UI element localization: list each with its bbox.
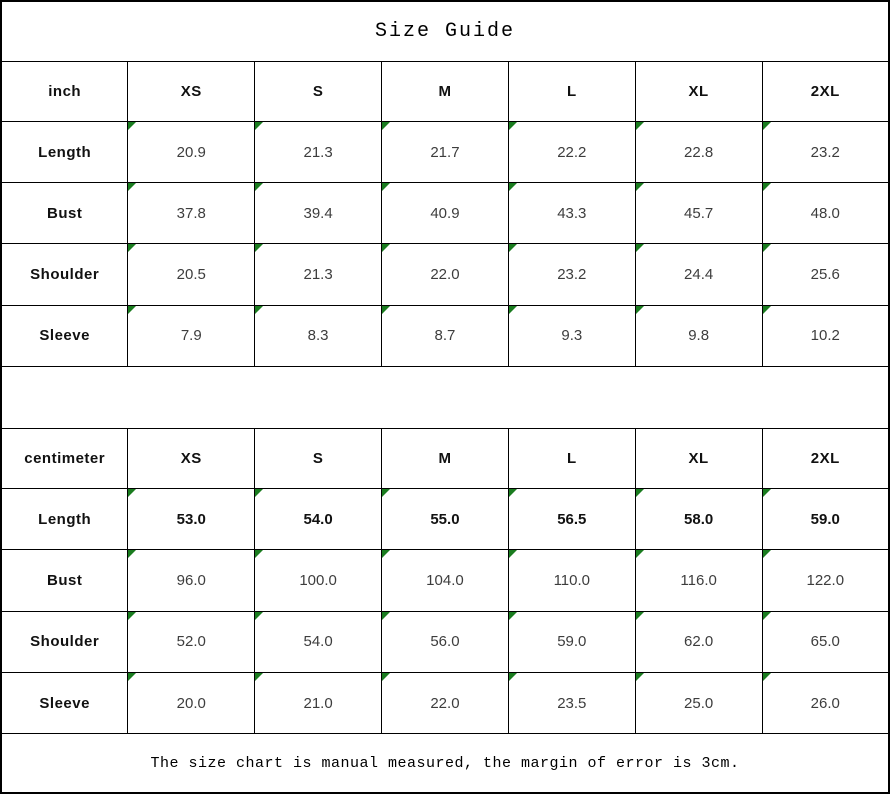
measurement-value-cell (635, 550, 762, 611)
corner-marker-icon (636, 122, 644, 130)
measurement-value-cell (762, 121, 889, 182)
measurement-value: 20.5 (176, 265, 206, 283)
size-column-header: XS (128, 61, 255, 121)
measurement-value-cell (128, 672, 255, 733)
title-row (1, 1, 889, 61)
measurement-value: 116.0 (680, 572, 717, 590)
corner-marker-icon (509, 489, 517, 497)
measurement-value-cell (635, 489, 762, 550)
corner-marker-icon (382, 673, 390, 681)
corner-marker-icon (636, 183, 644, 191)
measurement-value: 110.0 (553, 572, 591, 590)
size-column-header: S (255, 61, 382, 121)
table-row (1, 611, 889, 672)
table-row (1, 550, 889, 611)
measurement-value: 52.0 (176, 633, 206, 651)
measurement-value: 23.2 (810, 143, 840, 161)
page-title: Size Guide (1, 1, 889, 61)
corner-marker-icon (636, 612, 644, 620)
corner-marker-icon (636, 673, 644, 681)
measurement-value-cell (382, 611, 509, 672)
measurement-value-cell (255, 244, 382, 305)
measurement-value-cell (762, 183, 889, 244)
measurement-label: Bust (1, 183, 128, 244)
corner-marker-icon (509, 122, 517, 130)
measurement-value-cell (508, 305, 635, 366)
corner-marker-icon (128, 550, 136, 558)
table-row (1, 305, 889, 366)
corner-marker-icon (382, 489, 390, 497)
measurement-value: 54.0 (303, 510, 333, 528)
corner-marker-icon (128, 612, 136, 620)
corner-marker-icon (128, 122, 136, 130)
measurement-value-cell (382, 305, 509, 366)
measurement-label: Shoulder (1, 244, 128, 305)
size-column-header: XL (635, 61, 762, 121)
measurement-value-cell (255, 183, 382, 244)
table-row (1, 244, 889, 305)
corner-marker-icon (255, 244, 263, 252)
measurement-value-cell (635, 183, 762, 244)
table-row (1, 121, 889, 182)
corner-marker-icon (509, 673, 517, 681)
measurement-value: 22.0 (430, 265, 460, 283)
corner-marker-icon (509, 244, 517, 252)
measurement-value: 10.2 (810, 327, 840, 345)
measurement-label: Shoulder (1, 611, 128, 672)
measurement-value: 56.5 (557, 510, 587, 528)
measurement-value: 39.4 (303, 204, 333, 222)
size-column-header: L (508, 61, 635, 121)
measurement-value: 48.0 (810, 204, 840, 222)
measurement-value-cell (382, 550, 509, 611)
measurement-value-cell (762, 550, 889, 611)
corner-marker-icon (128, 489, 136, 497)
corner-marker-icon (255, 612, 263, 620)
measurement-value-cell (635, 611, 762, 672)
measurement-value-cell (128, 611, 255, 672)
unit-header-inch: inch (1, 61, 128, 121)
measurement-value: 21.0 (303, 694, 333, 712)
measurement-value: 43.3 (557, 204, 587, 222)
corner-marker-icon (763, 306, 771, 314)
table-row (1, 489, 889, 550)
measurement-value-cell (128, 244, 255, 305)
measurement-label: Length (1, 489, 128, 550)
measurement-value: 104.0 (426, 572, 464, 590)
corner-marker-icon (128, 183, 136, 191)
measurement-value: 37.8 (176, 204, 206, 222)
measurement-value: 20.9 (176, 143, 206, 161)
measurement-value: 21.7 (430, 143, 460, 161)
measurement-value-cell (128, 183, 255, 244)
corner-marker-icon (509, 612, 517, 620)
corner-marker-icon (382, 183, 390, 191)
unit-header-row-centimeter (1, 429, 889, 489)
size-column-header: L (508, 429, 635, 489)
measurement-value-cell (382, 489, 509, 550)
corner-marker-icon (382, 122, 390, 130)
measurement-value: 25.0 (684, 694, 714, 712)
measurement-value: 25.6 (810, 265, 840, 283)
corner-marker-icon (763, 612, 771, 620)
corner-marker-icon (382, 306, 390, 314)
corner-marker-icon (763, 673, 771, 681)
corner-marker-icon (763, 244, 771, 252)
corner-marker-icon (255, 306, 263, 314)
measurement-value: 23.5 (557, 694, 587, 712)
measurement-value-cell (508, 489, 635, 550)
measurement-value: 122.0 (806, 572, 845, 590)
footer-note: The size chart is manual measured, the margin of error is 3cm. (1, 734, 889, 793)
measurement-value: 8.7 (434, 327, 456, 345)
measurement-value: 24.4 (684, 265, 714, 283)
measurement-value: 58.0 (684, 510, 714, 528)
corner-marker-icon (509, 183, 517, 191)
measurement-value: 55.0 (430, 510, 460, 528)
measurement-value: 56.0 (430, 633, 460, 651)
measurement-value: 65.0 (810, 633, 840, 651)
measurement-value: 62.0 (684, 633, 714, 651)
size-column-header: XS (128, 429, 255, 489)
measurement-value: 54.0 (303, 633, 333, 651)
size-column-header: 2XL (762, 61, 889, 121)
corner-marker-icon (636, 489, 644, 497)
corner-marker-icon (763, 183, 771, 191)
measurement-value: 59.0 (810, 510, 840, 528)
measurement-value: 26.0 (810, 694, 840, 712)
measurement-value-cell (382, 672, 509, 733)
corner-marker-icon (509, 550, 517, 558)
corner-marker-icon (255, 489, 263, 497)
measurement-value-cell (382, 121, 509, 182)
measurement-value: 22.8 (684, 143, 714, 161)
measurement-value-cell (762, 611, 889, 672)
measurement-value: 40.9 (430, 204, 460, 222)
measurement-value-cell (128, 305, 255, 366)
measurement-value-cell (128, 489, 255, 550)
measurement-value: 8.3 (307, 327, 329, 345)
corner-marker-icon (382, 244, 390, 252)
measurement-value-cell (635, 672, 762, 733)
measurement-value: 22.2 (557, 143, 587, 161)
corner-marker-icon (128, 306, 136, 314)
unit-header-centimeter: centimeter (1, 429, 128, 489)
size-column-header: M (382, 429, 509, 489)
measurement-value-cell (255, 672, 382, 733)
corner-marker-icon (255, 550, 263, 558)
size-column-header: S (255, 429, 382, 489)
corner-marker-icon (509, 306, 517, 314)
measurement-label: Sleeve (1, 672, 128, 733)
corner-marker-icon (763, 550, 771, 558)
corner-marker-icon (255, 673, 263, 681)
corner-marker-icon (382, 612, 390, 620)
corner-marker-icon (255, 122, 263, 130)
measurement-value: 7.9 (180, 327, 202, 345)
table-row (1, 183, 889, 244)
measurement-value-cell (382, 244, 509, 305)
measurement-label: Length (1, 121, 128, 182)
measurement-value-cell (508, 244, 635, 305)
measurement-value: 22.0 (430, 694, 460, 712)
corner-marker-icon (128, 244, 136, 252)
corner-marker-icon (763, 489, 771, 497)
measurement-value-cell (255, 489, 382, 550)
measurement-value: 23.2 (557, 265, 587, 283)
measurement-value-cell (508, 550, 635, 611)
measurement-value: 59.0 (557, 633, 587, 651)
measurement-value-cell (255, 550, 382, 611)
size-column-header: XL (635, 429, 762, 489)
spacer-cell (1, 366, 889, 428)
corner-marker-icon (636, 244, 644, 252)
measurement-value-cell (508, 183, 635, 244)
measurement-value: 45.7 (684, 204, 714, 222)
corner-marker-icon (636, 306, 644, 314)
measurement-label: Bust (1, 550, 128, 611)
unit-header-row-inch (1, 61, 889, 121)
measurement-value-cell (128, 550, 255, 611)
measurement-value-cell (508, 611, 635, 672)
measurement-value: 21.3 (303, 265, 333, 283)
measurement-value: 9.3 (561, 327, 583, 345)
measurement-value: 9.8 (688, 327, 710, 345)
measurement-value-cell (762, 489, 889, 550)
measurement-value: 21.3 (303, 143, 333, 161)
measurement-value-cell (508, 672, 635, 733)
measurement-value: 100.0 (299, 572, 337, 590)
table-row (1, 672, 889, 733)
measurement-value: 96.0 (176, 572, 206, 590)
measurement-value-cell (762, 305, 889, 366)
measurement-value-cell (255, 121, 382, 182)
measurement-value-cell (635, 305, 762, 366)
measurement-value-cell (635, 121, 762, 182)
measurement-value-cell (255, 611, 382, 672)
corner-marker-icon (636, 550, 644, 558)
measurement-value-cell (382, 183, 509, 244)
measurement-value: 53.0 (176, 510, 206, 528)
measurement-value-cell (128, 121, 255, 182)
corner-marker-icon (382, 550, 390, 558)
measurement-value-cell (762, 244, 889, 305)
size-column-header: 2XL (762, 429, 889, 489)
measurement-label: Sleeve (1, 305, 128, 366)
measurement-value: 20.0 (176, 694, 206, 712)
corner-marker-icon (128, 673, 136, 681)
measurement-value-cell (762, 672, 889, 733)
measurement-value-cell (635, 244, 762, 305)
measurement-value-cell (508, 121, 635, 182)
measurement-value-cell (255, 305, 382, 366)
footer-row (1, 734, 889, 793)
corner-marker-icon (255, 183, 263, 191)
corner-marker-icon (763, 122, 771, 130)
spacer-row (1, 366, 889, 428)
size-column-header: M (382, 61, 509, 121)
